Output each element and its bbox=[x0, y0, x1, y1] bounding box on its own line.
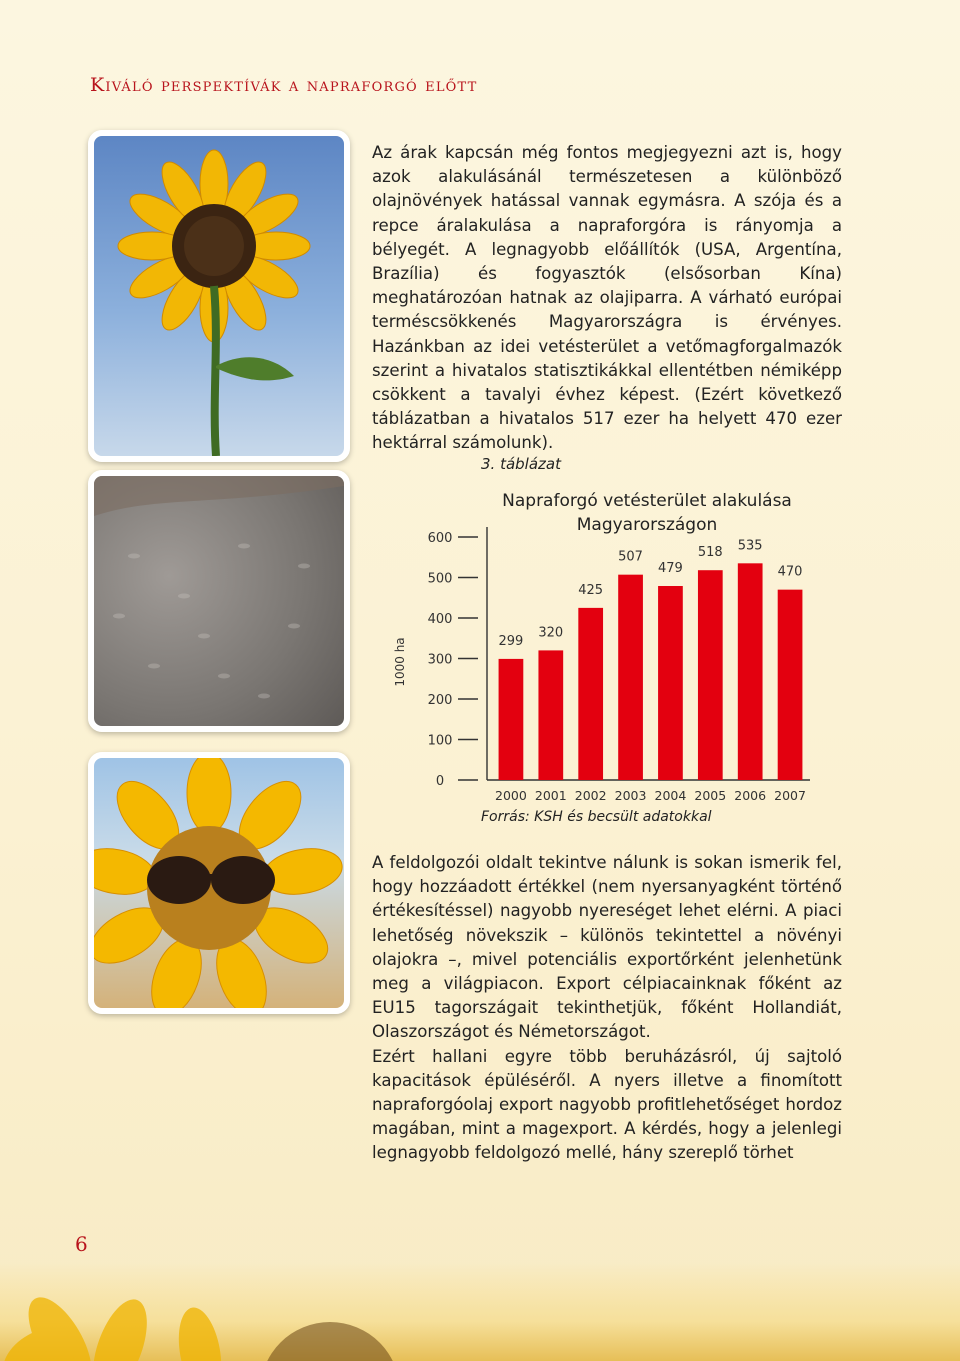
y-axis-label: 1000 ha bbox=[393, 637, 407, 687]
bar-value-label: 518 bbox=[697, 545, 723, 561]
y-tick-label: 100 bbox=[427, 733, 453, 749]
bar-2007 bbox=[778, 590, 803, 780]
bar-value-label: 320 bbox=[538, 625, 564, 641]
bar-value-label: 479 bbox=[658, 561, 683, 577]
sunflower-sky-photo bbox=[88, 130, 350, 462]
bar-2001 bbox=[538, 650, 563, 780]
processing-text-2: Ezért hallani egyre több beruházásról, új sajtoló kapacitások épüléséről. A nyers illetve a finomított napraforgóolaj export nagyobb profitlehetőséget hordoz magában, mint a magexport. A kérdés, hogy a jelenlegi legnagyobb feldolgozó mellé, hány szereplő törhet bbox=[372, 1046, 842, 1163]
x-tick-label: 2000 bbox=[495, 788, 527, 803]
x-tick-label: 2003 bbox=[614, 788, 647, 803]
bar-value-label: 470 bbox=[777, 564, 803, 580]
bar-2002 bbox=[578, 608, 603, 780]
intro-text: Az árak kapcsán még fontos megjegyezni azt is, hogy azok alakulásánál természetesen a különböző olajnövények hatással vannak egymásra. A szója és a repce áralakulása a napraforgóra is rányomja a bélyegét. A legnagyobb előállítók (USA, Argentína, Brazília) és fogyasztók (elsősorban Kína) meghatározóan hatnak az olajiparra. A várható európai terméscsökkenés Magyarországra is érvényes. Hazánkban az idei vetésterület a vetőmagforgalmazók szerint a hivatalos statisztikákkal ellentétben némiképp csökkent a tavalyi évhez képest. (Ezért következő táblázatban a hivatalos 517 ezer ha helyett 470 ezer hektárral számolunk). bbox=[372, 143, 842, 453]
bar-2004 bbox=[658, 586, 683, 780]
x-tick-label: 2007 bbox=[774, 788, 806, 803]
sunflower-area-bar-chart bbox=[380, 475, 820, 810]
chapter-title: Kiváló perspektívák a napraforgó előtt bbox=[90, 74, 478, 96]
bar-2000 bbox=[499, 659, 524, 780]
y-tick-label: 400 bbox=[427, 612, 453, 627]
x-tick-label: 2004 bbox=[654, 788, 687, 803]
table-caption: 3. táblázat bbox=[481, 455, 561, 473]
chart-title-line-1: Napraforgó vetésterület alakulása bbox=[502, 491, 792, 511]
x-tick-label: 2001 bbox=[534, 788, 567, 803]
y-tick-label: 200 bbox=[427, 693, 453, 708]
bar-value-label: 425 bbox=[578, 582, 604, 598]
intro-paragraph bbox=[372, 141, 842, 456]
sunflower-illustration bbox=[94, 136, 344, 456]
page-number: 6 bbox=[75, 1232, 88, 1256]
processing-text-1: A feldolgozói oldalt tekintve nálunk is sokan ismerik fel, hogy hozzáadott értékkel (nem nyersanyagként történő értékesítéssel) nagyobb nyereséget lehet elérni. A piaci lehetőség növekszik – különös tekintettel a növényi olajokra –, mivel potenciális exportőrként jelenhetünk meg a világpiacon. Export célpiacainknak főként az EU15 tagországait tekinthetjük, főként Hollandiát, Olaszországot és Németországot. bbox=[372, 853, 842, 1042]
sunflower-seeds-photo bbox=[88, 470, 350, 732]
y-tick-label: 600 bbox=[427, 531, 453, 546]
chart-title-line-2: Magyarországon bbox=[576, 515, 718, 535]
seeds-texture bbox=[94, 476, 344, 726]
y-tick-label: 300 bbox=[427, 652, 453, 668]
bar-value-label: 535 bbox=[737, 538, 763, 554]
chart-source: Forrás: KSH és becsült adatokkal bbox=[481, 809, 712, 825]
sunflower-sunglasses-photo bbox=[88, 752, 350, 1014]
bottom-sunflower-strip bbox=[0, 1262, 960, 1361]
bar-2005 bbox=[698, 570, 723, 780]
x-tick-label: 2002 bbox=[574, 788, 607, 803]
sunflower-sunglasses-illustration bbox=[94, 758, 344, 1008]
bar-2003 bbox=[618, 575, 643, 780]
sunflower-petals-decoration bbox=[0, 1262, 960, 1361]
bar-value-label: 299 bbox=[498, 633, 524, 649]
y-tick-label: 500 bbox=[427, 571, 453, 587]
processing-paragraph bbox=[372, 851, 842, 1166]
x-tick-label: 2005 bbox=[694, 788, 727, 803]
bar-2006 bbox=[738, 563, 763, 780]
y-tick-label: 0 bbox=[435, 774, 445, 789]
bar-value-label: 507 bbox=[618, 549, 643, 565]
x-tick-label: 2006 bbox=[734, 788, 767, 803]
